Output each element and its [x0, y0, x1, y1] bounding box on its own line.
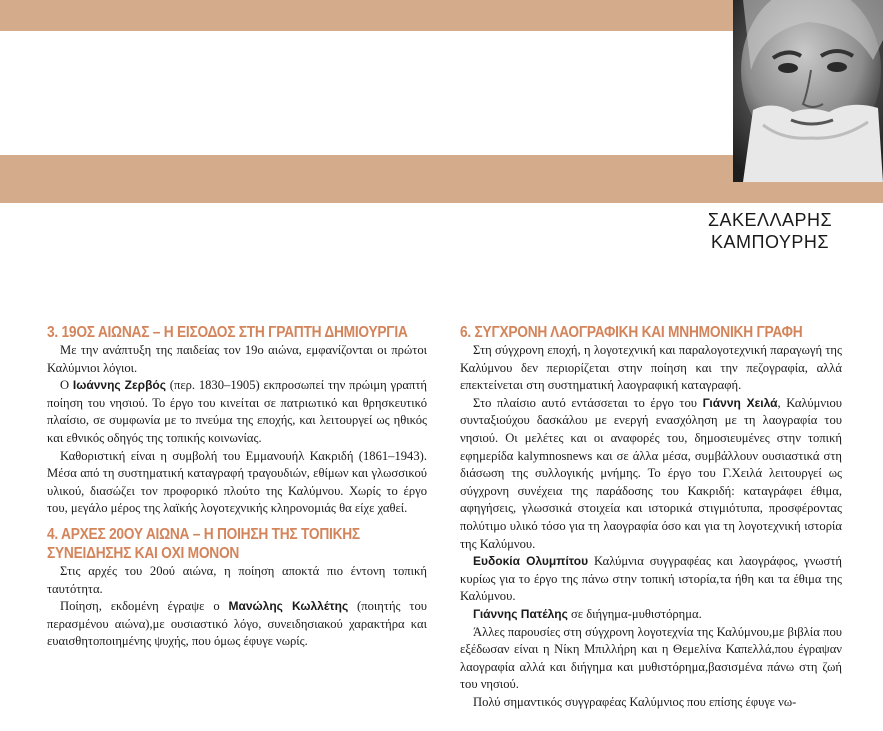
person-name-kolletis: Μανώλης Κωλλέτης: [228, 599, 349, 614]
text-run: Καλύμνια συγγραφέας και λαογράφος, γνωστή κυρίως για το έργο της πάνω στην τοπική ιστορία,τα ήθη και τα έθιμα της Καλύμνου.: [460, 554, 842, 604]
section-6-paragraph-5: Άλλες παρουσίες στη σύγχρονη λογοτεχνία της Καλύμνου,με βιβλία που εξέδωσαν είναι η Νίκη Μπιλλήρη και η Θεμελίνα Καπελλά,που έγραψαν λαογραφία αλλά και διήγημα και μυθιστόρημα,βασισμένα πάνω στη ζωή του νησιού.: [460, 624, 842, 692]
section-3-paragraph-2: [47, 377, 427, 447]
section-4-paragraph-2: [47, 598, 427, 651]
author-name-line1: ΣΑΚΕΛΛΑΡΗΣ: [707, 210, 833, 230]
author-name: [690, 209, 850, 253]
person-name-cheilas: Γιάννη Χειλά: [702, 395, 778, 410]
text-run: Ο: [60, 378, 73, 393]
section-4-paragraph-1: Στις αρχές του 20ού αιώνα, η ποίηση αποκτά πιο έντονη τοπική ταυτότητα.: [47, 563, 427, 596]
section-6-paragraph-2: [460, 395, 842, 553]
author-name-line2: ΚΑΜΠΟΥΡΗΣ: [710, 232, 830, 252]
person-name-patelis: Γιάννης Πατέλης: [473, 606, 568, 621]
text-run: (περ. 1830–1905) εκπροσωπεί την πρώιμη γραπτή ποίηση του νησιού. Το έργο του κινείται σε πατριωτικό και θρησκευτικό πλαίσιο, σε συμφωνία με το πνεύμα της εποχής, και λειτουργεί ως ηθικός και εθνικός οδηγός της τοπικής κοινωνίας.: [47, 378, 427, 445]
person-name-zervos: Ιωάννης Ζερβός: [72, 378, 166, 393]
text-run: σε διήγημα-μυθιστόρημα.: [567, 606, 702, 621]
author-portrait: [733, 0, 883, 182]
text-run: (ποιητής του περασμένου αιώνα),με ουσιαστικό λόγο, συνειδησιακού χαρακτήρα και ευαισθητοποιημένης ψυχής, που όμως έφυγε νωρίς.: [47, 599, 427, 649]
section-3-paragraph-3: Καθοριστική είναι η συμβολή του Εμμανουήλ Κακριδή (1861–1943). Μέσα από τη συστηματική καταγραφή τραγουδιών, εθίμων και γλωσσικού υλικού, διασώζει τον προφορικό πλούτο της Καλύμνου. Χωρίς το έργο του, μεγάλο μέρος της λαϊκής λογοτεχνικής κληρονομιάς θα είχε χαθεί.: [47, 448, 427, 516]
section-6-paragraph-3: [460, 553, 842, 606]
text-run: , Καλύμνιου συνταξιούχου δασκάλου με ενεργή ενασχόληση με τη λαογραφία του νησιού. Οι μελέτες και οι αναφορές του, δημοσιευμένες στην τοπική εφημερίδα kalymnosnews και σε άλλα μέσα, συμβάλλουν ουσιαστικά στη διάσωση της συλλογικής μνήμης. Το έργο του Γ.Χειλά λειτουργεί ως σύγχρονη συνέχεια της παράδοσης του Κακριδή: καταγράφει έθιμα, αφηγήσεις, γλωσσικά στοιχεία και ιστορικά στιγμιότυπα, προσφέροντας πολύτιμο υλικό τόσο για τη λαογραφία όσο και για τη λογοτεχνική ιστορία της Καλύμνου.: [460, 395, 842, 551]
right-column: [460, 323, 842, 711]
section-4-heading: 4. ΑΡΧΕΣ 20ΟΥ ΑΙΩΝΑ – Η ΠΟΙΗΣΗ ΤΗΣ ΤΟΠΙΚΗΣ ΣΥΝΕΙΔΗΣΗΣ ΚΑΙ ΟΧΙ ΜΟΝΟΝ: [47, 525, 360, 562]
section-3-paragraph-1: Με την ανάπτυξη της παιδείας τον 19ο αιώνα, εμφανίζονται οι πρώτοι Καλύμνιοι λόγιοι.: [47, 343, 427, 375]
person-name-olympitou: Ευδοκία Ολυμπίτου: [473, 554, 589, 569]
section-3-heading: 3. 19ΟΣ ΑΙΩΝΑΣ – Η ΕΙΣΟΔΟΣ ΣΤΗ ΓΡΑΠΤΗ ΔΗΜΙΟΥΡΓΙΑ: [47, 324, 408, 341]
section-6-paragraph-4: [460, 606, 842, 624]
left-column: [47, 323, 427, 651]
section-6-paragraph-6: Πολύ σημαντικός συγγραφέας Καλύμνιος που επίσης έφυγε νω-: [473, 694, 797, 709]
section-6-heading: 6. ΣΥΓΧΡΟΝΗ ΛΑΟΓΡΑΦΙΚΗ ΚΑΙ ΜΝΗΜΟΝΙΚΗ ΓΡΑΦΗ: [460, 324, 803, 341]
text-run: Ποίηση, εκδομένη έγραψε ο: [60, 599, 229, 614]
text-run: Στο πλαίσιο αυτό εντάσσεται το έργο του: [473, 395, 703, 410]
section-6-paragraph-1: Στη σύγχρονη εποχή, η λογοτεχνική και παραλογοτεχνική παραγωγή της Καλύμνου δεν περιορίζεται στην ποίηση και την πεζογραφία, αλλά επεκτείνεται στη συστηματική λαογραφική καταγραφή.: [460, 343, 842, 393]
